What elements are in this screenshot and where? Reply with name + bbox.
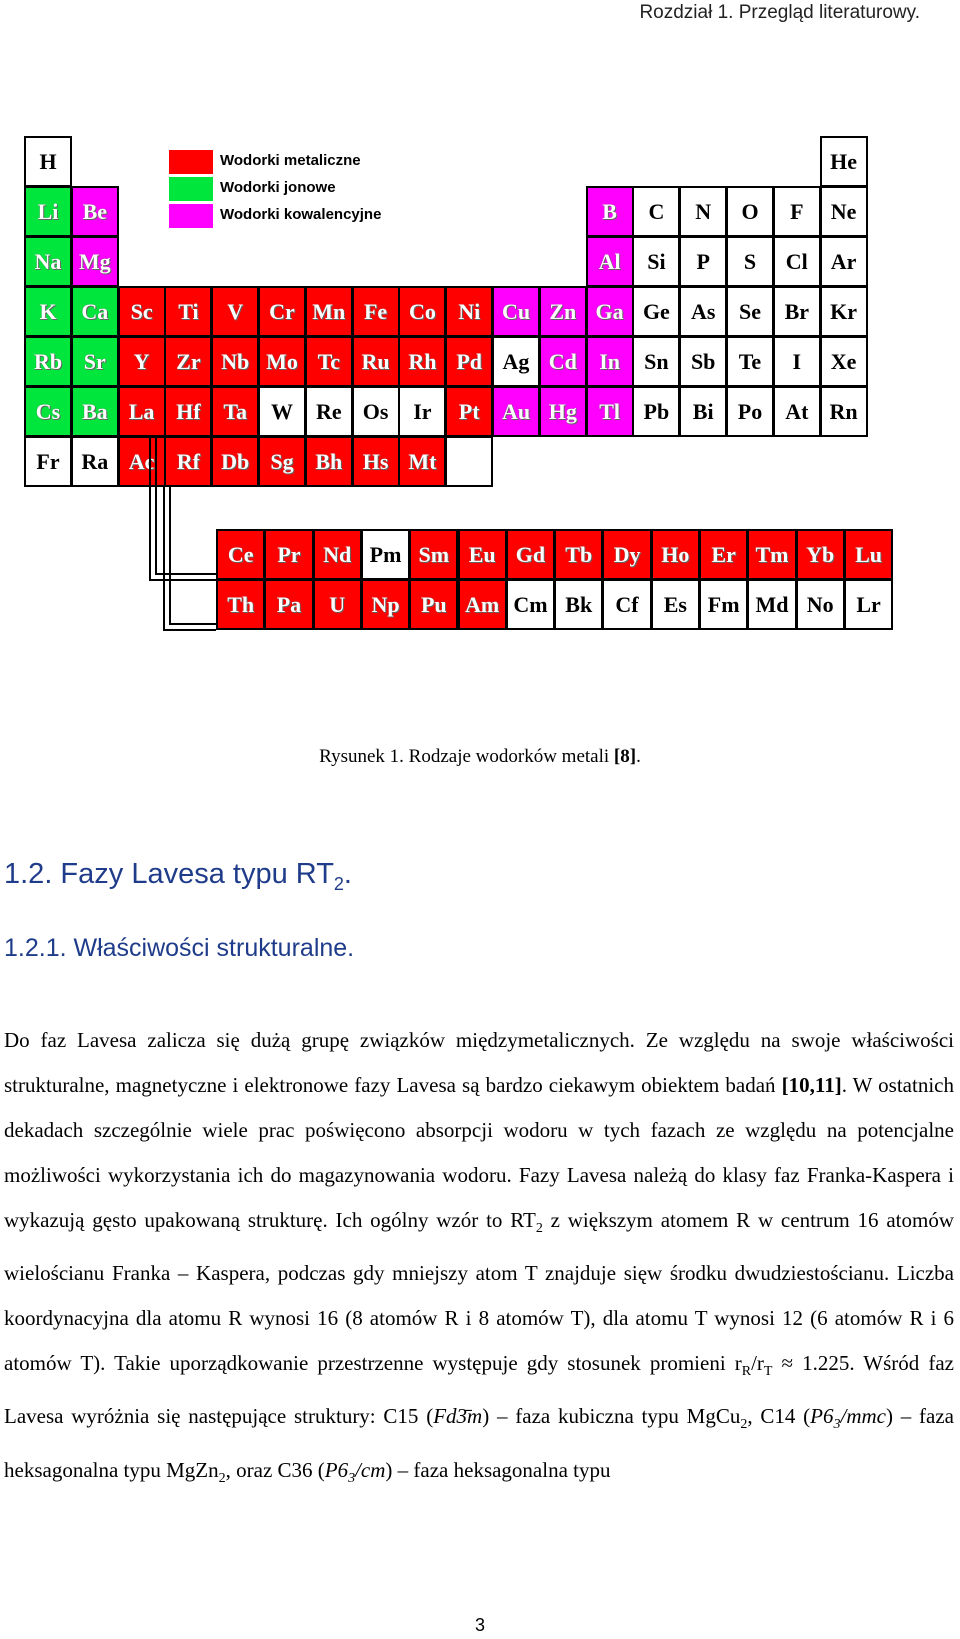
- element-eu: Eu: [458, 529, 507, 580]
- element-nd: Nd: [313, 529, 362, 580]
- element-ru: Ru: [352, 336, 400, 387]
- element-cd: Cd: [539, 336, 587, 387]
- element-th: Th: [216, 579, 265, 630]
- element-si: Si: [632, 236, 680, 287]
- element-fe: Fe: [352, 286, 400, 337]
- element-k: K: [24, 286, 72, 337]
- element-ac: Ac: [118, 436, 166, 487]
- element-os: Os: [352, 386, 400, 437]
- element-np: Np: [361, 579, 410, 630]
- element-nb: Nb: [211, 336, 259, 387]
- lanthanide-connector-line: [150, 436, 216, 580]
- element-hs: Hs: [352, 436, 400, 487]
- element-db: Db: [211, 436, 259, 487]
- element-mo: Mo: [258, 336, 306, 387]
- element-he: He: [820, 136, 868, 187]
- element-md: Md: [747, 579, 796, 630]
- element-lu: Lu: [844, 529, 893, 580]
- element-u: U: [313, 579, 362, 630]
- element-i: I: [773, 336, 821, 387]
- element-ge: Ge: [632, 286, 680, 337]
- element-gd: Gd: [506, 529, 555, 580]
- element-fm: Fm: [699, 579, 748, 630]
- element-zr: Zr: [164, 336, 212, 387]
- element-c: C: [632, 186, 680, 237]
- element-ir: Ir: [398, 386, 446, 437]
- element-mg: Mg: [71, 236, 119, 287]
- element-ce: Ce: [216, 529, 265, 580]
- legend-label-ionic: Wodorki jonowe: [220, 179, 336, 196]
- element-cl: Cl: [773, 236, 821, 287]
- element-p: P: [679, 236, 727, 287]
- element-co: Co: [398, 286, 446, 337]
- figure-caption: Rysunek 1. Rodzaje wodorków metali [8].: [319, 746, 641, 767]
- element-pt: Pt: [445, 386, 493, 437]
- element-y: Y: [118, 336, 166, 387]
- element-br: Br: [773, 286, 821, 337]
- citation-10-11: [10,11]: [781, 1073, 842, 1097]
- element-bh: Bh: [305, 436, 353, 487]
- element-tb: Tb: [554, 529, 603, 580]
- body-paragraph: Do faz Lavesa zalicza się dużą grupę związków międzymetalicznych. Ze względu na swoje właściwości strukturalne, magnetyczne i elektronowe fazy Lavesa są bardzo ciekawym obiektem badań [10,11]. W ostatnich dekadach szczególnie wiele prac poświęcono absorpcji wodoru w tych fazach ze względu na potencjalne możliwości wykorzystania ich do magazynowania wodoru. Fazy Lavesa należą do klasy faz Franka-Kaspera i wykazują gęsto upakowaną strukturę. Ich ogólny wzór to $RT_2$ z większym atomem R w centrum 16 atomów wielościanu Franka – Kaspera, podczas gdy mniejszy atom T znajduje sięw środku dwudziestościanu. Liczba koordynacyjna dla atomu R wynosi 16 (8 atomów R i 8 atomów T), dla atomu T wynosi 12 (6 atomów R i 6 atomów T). Takie uporządkowanie przestrzenne występuje gdy stosunek promieni $r_R/r_T \approx 1.225$. Wśród faz Lavesa wyróżnia się następujące struktury: C15 (Fd3̄m) – faza kubiczna typu MgCu$_2$, C14 $(P6_3/mmc)$ – faza heksagonalna typu MgZn$_2$, oraz C36 $(P6_3/cm)$ – faza heksagonalna typu: [4, 1028, 955, 1486]
- element-tl: Tl: [586, 386, 634, 437]
- element-ar: Ar: [820, 236, 868, 287]
- element-am: Am: [458, 579, 507, 630]
- element-xe: Xe: [820, 336, 868, 387]
- element-cu: Cu: [492, 286, 540, 337]
- actinide-connector-line: [164, 486, 216, 630]
- element-w: W: [258, 386, 306, 437]
- periodic-table-figure: [0, 0, 960, 680]
- element-as: As: [679, 286, 727, 337]
- element-in: In: [586, 336, 634, 387]
- element-n: N: [679, 186, 727, 237]
- element-mn: Mn: [305, 286, 353, 337]
- element-dy: Dy: [602, 529, 651, 580]
- element-la: La: [118, 386, 166, 437]
- element-ne: Ne: [820, 186, 868, 237]
- element-sc: Sc: [118, 286, 166, 337]
- element-bi: Bi: [679, 386, 727, 437]
- subsection-heading: 1.2.1. Właściwości strukturalne.: [4, 934, 355, 962]
- element-f: F: [773, 186, 821, 237]
- element-pr: Pr: [264, 529, 313, 580]
- element-cm: Cm: [506, 579, 555, 630]
- element-cf: Cf: [602, 579, 651, 630]
- element-s: S: [726, 236, 774, 287]
- element-mt: Mt: [398, 436, 446, 487]
- element-ga: Ga: [586, 286, 634, 337]
- element-cr: Cr: [258, 286, 306, 337]
- element-at: At: [773, 386, 821, 437]
- element-fr: Fr: [24, 436, 72, 487]
- element-ta: Ta: [211, 386, 259, 437]
- space-group-c15: Fd3̄m: [433, 1404, 483, 1429]
- element-sn: Sn: [632, 336, 680, 387]
- element-h: H: [24, 136, 72, 187]
- section-heading: 1.2. Fazy Lavesa typu $RT_2$.: [4, 858, 352, 894]
- element-ra: Ra: [71, 436, 119, 487]
- actinide-connector-line-b: [170, 486, 216, 624]
- element-hg: Hg: [539, 386, 587, 437]
- element-tm: Tm: [747, 529, 796, 580]
- element-na: Na: [24, 236, 72, 287]
- element-ti: Ti: [164, 286, 212, 337]
- element-sm: Sm: [409, 529, 458, 580]
- element-sr: Sr: [71, 336, 119, 387]
- element-ag: Ag: [492, 336, 540, 387]
- element-o: O: [726, 186, 774, 237]
- element-ho: Ho: [651, 529, 700, 580]
- element-sg: Sg: [258, 436, 306, 487]
- element-pb: Pb: [632, 386, 680, 437]
- element-rn: Rn: [820, 386, 868, 437]
- element-pd: Pd: [445, 336, 493, 387]
- space-group-c14: $P6_3$/mmc: [810, 1404, 886, 1433]
- element-er: Er: [699, 529, 748, 580]
- f-block-connectors: [0, 0, 960, 680]
- element-re: Re: [305, 386, 353, 437]
- element-lr: Lr: [844, 579, 893, 630]
- running-head: Rozdział 1. Przegląd literaturowy.: [639, 2, 920, 23]
- element-zn: Zn: [539, 286, 587, 337]
- element-bk: Bk: [554, 579, 603, 630]
- element-hf: Hf: [164, 386, 212, 437]
- element-rh: Rh: [398, 336, 446, 387]
- space-group-c36: $P6_3/cm$: [324, 1457, 386, 1486]
- element-v: V: [211, 286, 259, 337]
- element-tc: Tc: [305, 336, 353, 387]
- element-yb: Yb: [796, 529, 845, 580]
- element-ba: Ba: [71, 386, 119, 437]
- element-pu: Pu: [409, 579, 458, 630]
- element-pm: Pm: [361, 529, 410, 580]
- page-number: 3: [474, 1615, 485, 1635]
- element-au: Au: [492, 386, 540, 437]
- element-sb: Sb: [679, 336, 727, 387]
- element-li: Li: [24, 186, 72, 237]
- element-ni: Ni: [445, 286, 493, 337]
- element-al: Al: [586, 236, 634, 287]
- element-cs: Cs: [24, 386, 72, 437]
- legend-label-covalent: Wodorki kowalencyjne: [220, 206, 382, 223]
- element-pa: Pa: [264, 579, 313, 630]
- element-te: Te: [726, 336, 774, 387]
- element-kr: Kr: [820, 286, 868, 337]
- element-b: B: [586, 186, 634, 237]
- element-rf: Rf: [164, 436, 212, 487]
- caption-citation: [8]: [613, 746, 637, 767]
- legend-label-metallic: Wodorki metaliczne: [220, 152, 361, 169]
- element-be: Be: [71, 186, 119, 237]
- element-ca: Ca: [71, 286, 119, 337]
- element-rb: Rb: [24, 336, 72, 387]
- element-po: Po: [726, 386, 774, 437]
- element-no: No: [796, 579, 845, 630]
- element-se: Se: [726, 286, 774, 337]
- element-es: Es: [651, 579, 700, 630]
